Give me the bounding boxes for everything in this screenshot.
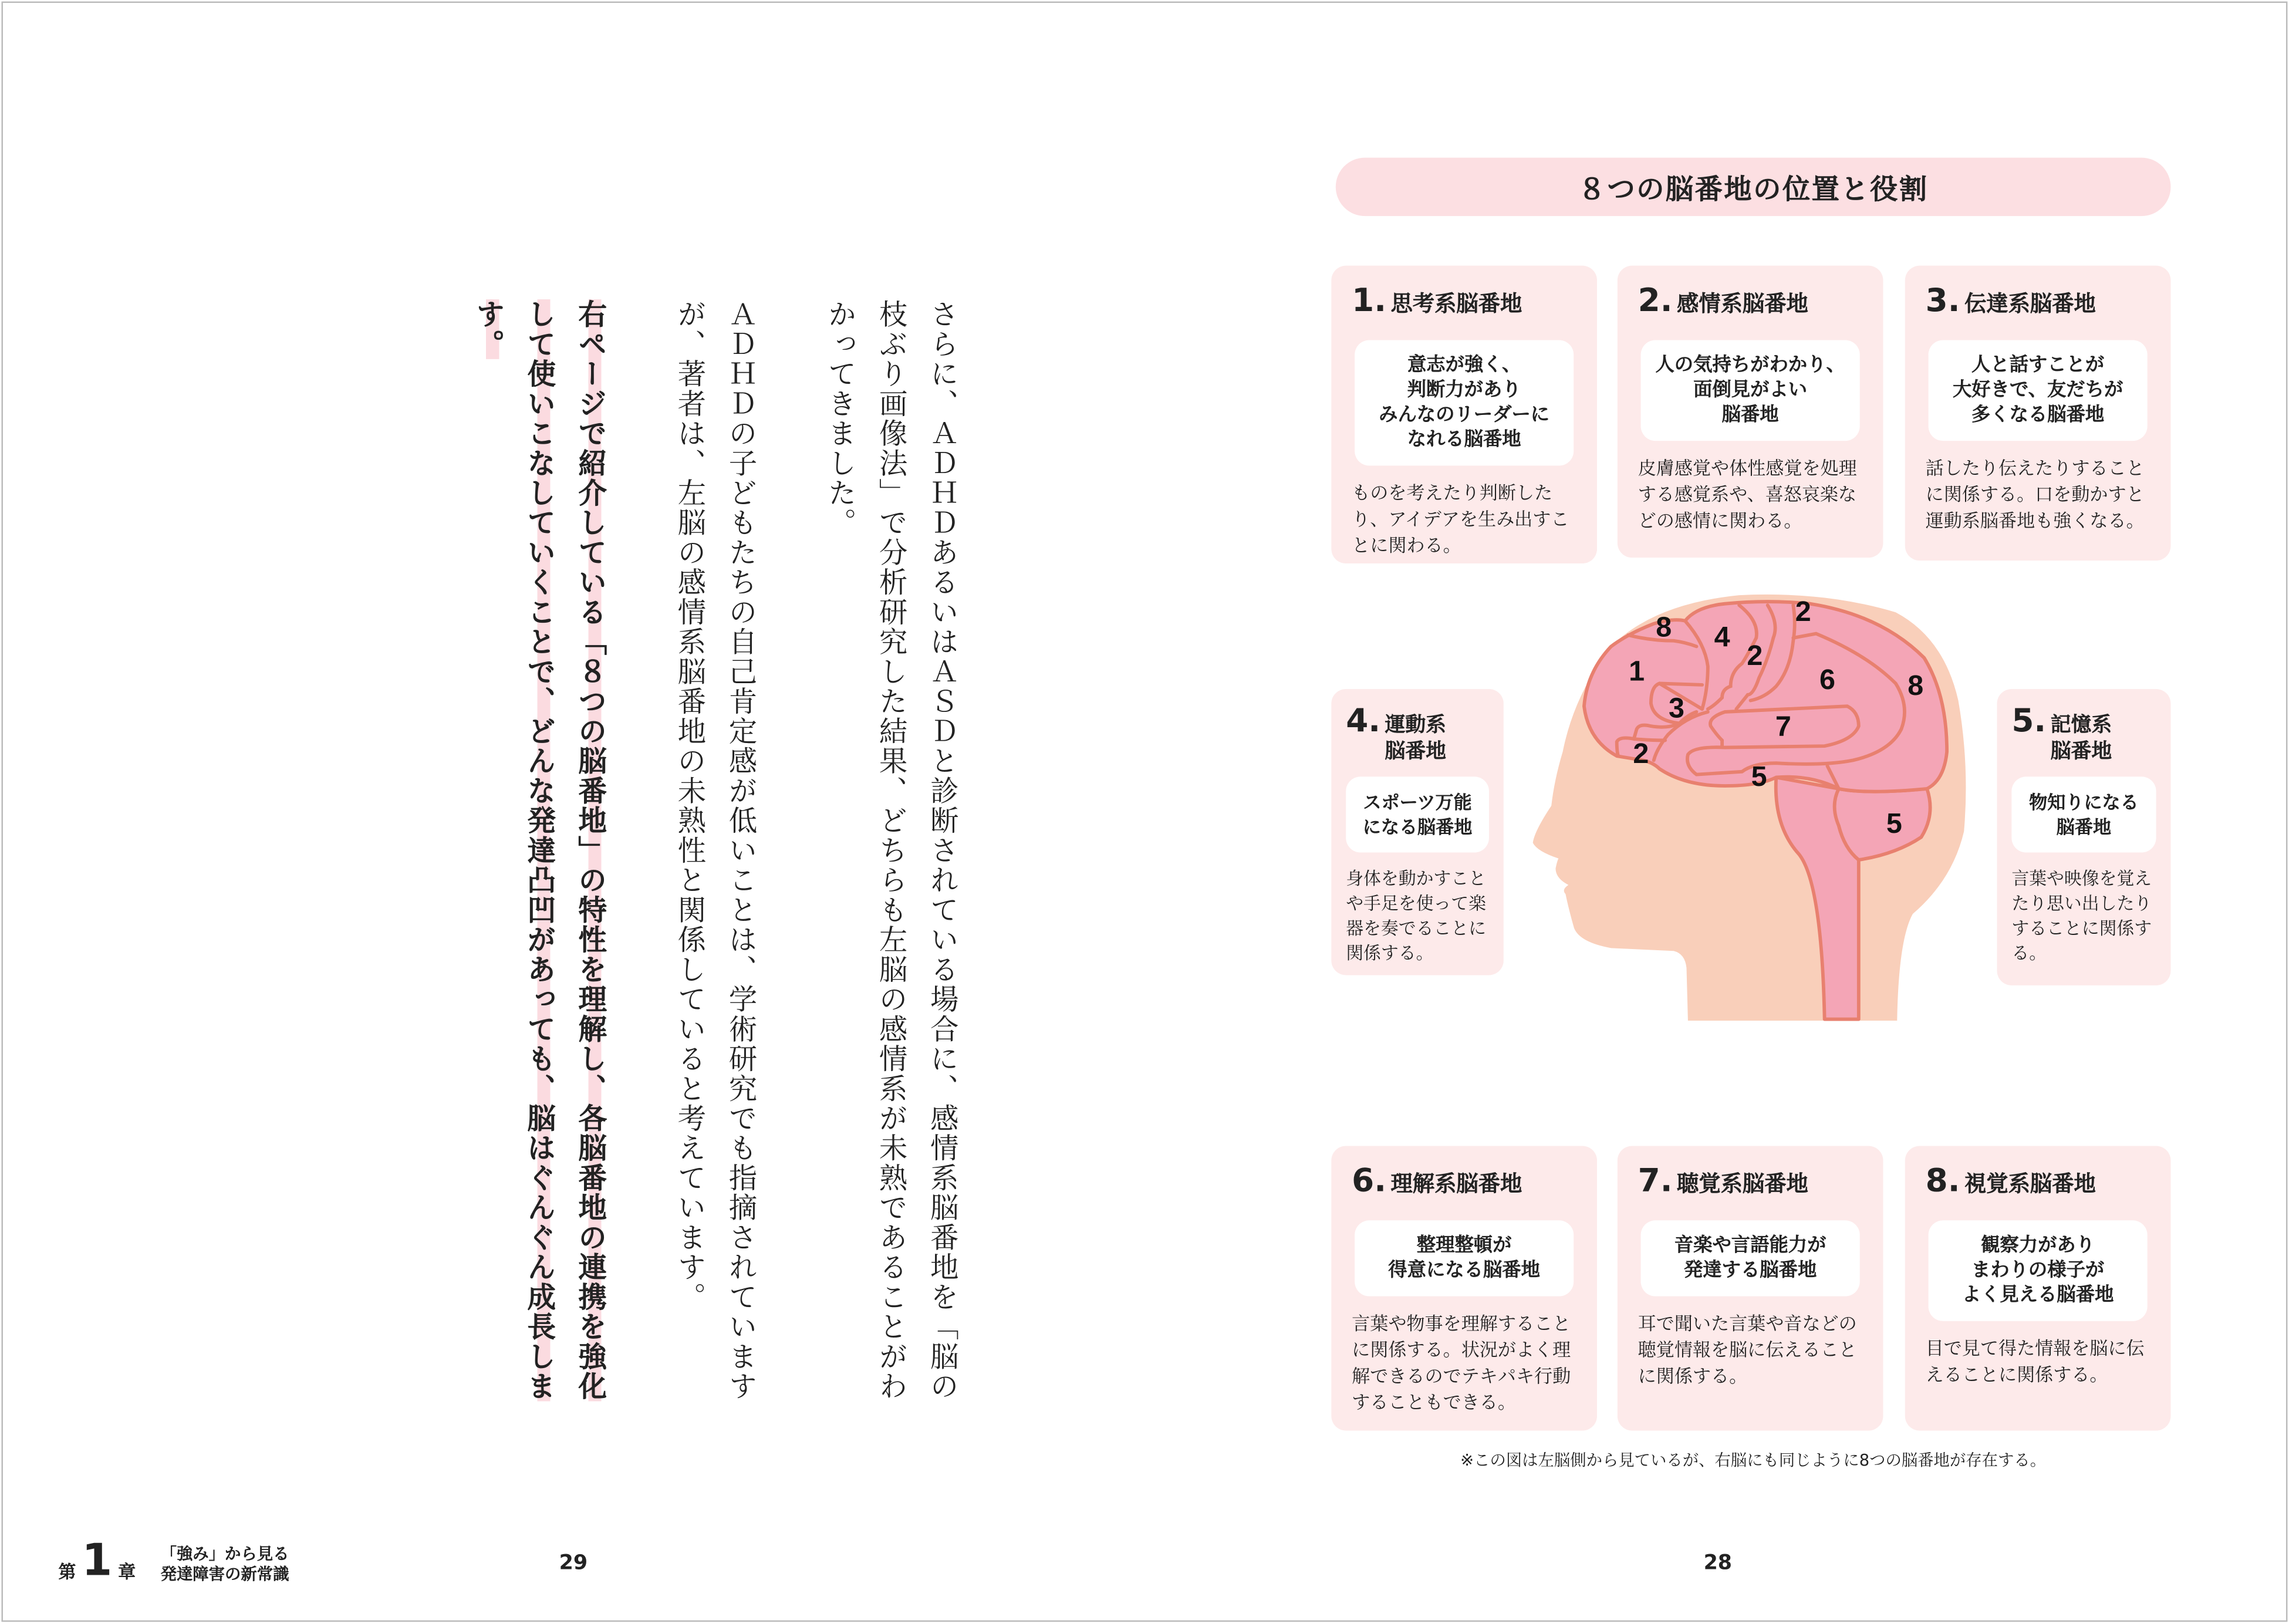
paragraph-1: さらに、ＡＤＨＤあるいはＡＳＤと診断されている場合に、感情系脳番地を「脳の枝ぶり画像法」で分析研究した結果、どちらも左脳の感情系が未熟であることがわかってきました。 [823, 299, 960, 1402]
page-number-left: 29 [559, 1551, 588, 1575]
card-title [1926, 283, 2150, 320]
card-number: 4. [1346, 703, 1381, 741]
card-title [1638, 1163, 1863, 1200]
brain-area-card-7 [1618, 1146, 1883, 1430]
paragraph-3-highlight [462, 299, 616, 1409]
card-summary: 物知りになる 脳番地 [2011, 776, 2156, 852]
brain-diagram [1525, 581, 1972, 1109]
card-description: 皮膚感覚や体性感覚を処理する感覚系や、喜怒哀楽などの感情に関わる。 [1638, 457, 1857, 532]
card-number: 6. [1352, 1163, 1387, 1200]
card-title [2011, 704, 2156, 765]
card-name: 聴覚系脳番地 [1676, 1170, 1808, 1197]
card-description: 身体を動かすことや手足を使って楽器を奏でることに関係する。 [1346, 868, 1487, 964]
card-number: 3. [1925, 283, 1960, 320]
paragraph-2: ＡＤＨＤの子どもたちの自己肯定感が低いことは、学術研究でも指摘されていますが、著者は、左脳の感情系脳番地の未熟性と関係していると考えています。 [673, 299, 758, 1402]
brain-area-card-1 [1331, 266, 1597, 563]
card-name: 思考系脳番地 [1390, 290, 1522, 317]
card-number: 7. [1638, 1163, 1673, 1200]
brain-area-card-6 [1331, 1146, 1597, 1430]
chapter-number: 1 [82, 1535, 113, 1587]
card-name: 視覚系脳番地 [1964, 1170, 2096, 1197]
brain-region-label: 5 [1886, 807, 1902, 839]
card-title [1352, 1163, 1576, 1200]
card-description: 言葉や物事を理解することに関係する。状況がよく理解できるのでテキパキ行動することもできる。 [1352, 1312, 1571, 1413]
brain-region-label: 4 [1714, 621, 1730, 653]
chapter-suffix: 章 [118, 1562, 136, 1583]
card-summary: 音楽や言語能力が 発達する脳番地 [1641, 1220, 1860, 1296]
brain-region-label: 6 [1819, 664, 1835, 696]
brain-region-label: 8 [1907, 669, 1924, 701]
chapter-title-line2: 発達障害の新常識 [160, 1565, 289, 1584]
card-summary: 意志が強く、 判断力があり みんなのリーダーに なれる脳番地 [1355, 340, 1574, 466]
brain-area-card-2 [1618, 266, 1883, 558]
brain-region-label: 3 [1669, 692, 1684, 724]
card-summary: 観察力があり まわりの様子が よく見える脳番地 [1929, 1220, 2148, 1321]
chapter-label [58, 1535, 136, 1587]
brain-area-card-5 [1997, 689, 2170, 985]
brain-region-label: 1 [1629, 655, 1645, 687]
brain-region-label: 8 [1656, 611, 1672, 643]
card-description: 目で見て得た情報を脳に伝えることに関係する。 [1925, 1337, 2145, 1386]
card-name: 運動系 脳番地 [1385, 714, 1446, 764]
card-number: 5. [2011, 703, 2047, 741]
card-description: 耳で聞いた言葉や音などの聴覚情報を脳に伝えることに関係する。 [1638, 1312, 1857, 1387]
footnote: ※この図は左脳側から見ているが、右脳にも同じように8つの脳番地が存在する。 [1460, 1451, 2047, 1470]
card-summary: 人の気持ちがわかり、 面倒見がよい 脳番地 [1641, 340, 1860, 441]
card-summary: スポーツ万能 になる脳番地 [1346, 776, 1489, 852]
card-summary: 人と話すことが 大好きで、友だちが 多くなる脳番地 [1929, 340, 2148, 441]
brain-region-label: 5 [1751, 760, 1767, 792]
card-number: 1. [1352, 283, 1387, 320]
body-text [462, 299, 968, 1409]
card-title [1638, 283, 1863, 320]
chapter-title-line1: 「強み」から見る [160, 1544, 289, 1564]
brain-area-card-3 [1905, 266, 2171, 561]
card-description: 話したり伝えたりすることに関係する。口を動かすと運動系脳番地も強くなる。 [1925, 457, 2145, 532]
section-title: ８つの脳番地の位置と役割 [1336, 158, 2171, 216]
brain-region-label: 2 [1747, 639, 1763, 671]
brain-region-label: 2 [1633, 738, 1649, 770]
card-number: 8. [1925, 1163, 1960, 1200]
card-description: ものを考えたり判断したり、アイデアを生み出すことに関わる。 [1352, 481, 1569, 556]
page-number-right: 28 [1703, 1551, 1733, 1575]
card-title [1346, 704, 1489, 765]
brain-area-card-4 [1331, 689, 1503, 975]
card-summary: 整理整頓が 得意になる脳番地 [1355, 1220, 1574, 1296]
card-description: 言葉や映像を覚えたり思い出したりすることに関係する。 [2011, 868, 2152, 964]
brain-area-card-8 [1905, 1146, 2171, 1430]
highlighted-text: 右ページで紹介している「８つの脳番地」の特性を理解し、各脳番地の連携を強化して使いこなしていくことで、どんな発達凸凹があっても、脳はぐんぐん成長します。 [471, 299, 607, 1402]
brain-region-label: 2 [1795, 595, 1811, 627]
card-name: 感情系脳番地 [1676, 290, 1808, 317]
card-name: 理解系脳番地 [1390, 1170, 1522, 1197]
chapter-title [161, 1544, 289, 1585]
card-number: 2. [1638, 283, 1673, 320]
brain-region-label: 7 [1775, 711, 1791, 743]
card-title [1352, 283, 1576, 320]
card-name: 記憶系 脳番地 [2050, 714, 2112, 764]
card-title [1926, 1163, 2150, 1200]
card-name: 伝達系脳番地 [1964, 290, 2096, 317]
chapter-prefix: 第 [58, 1562, 76, 1583]
